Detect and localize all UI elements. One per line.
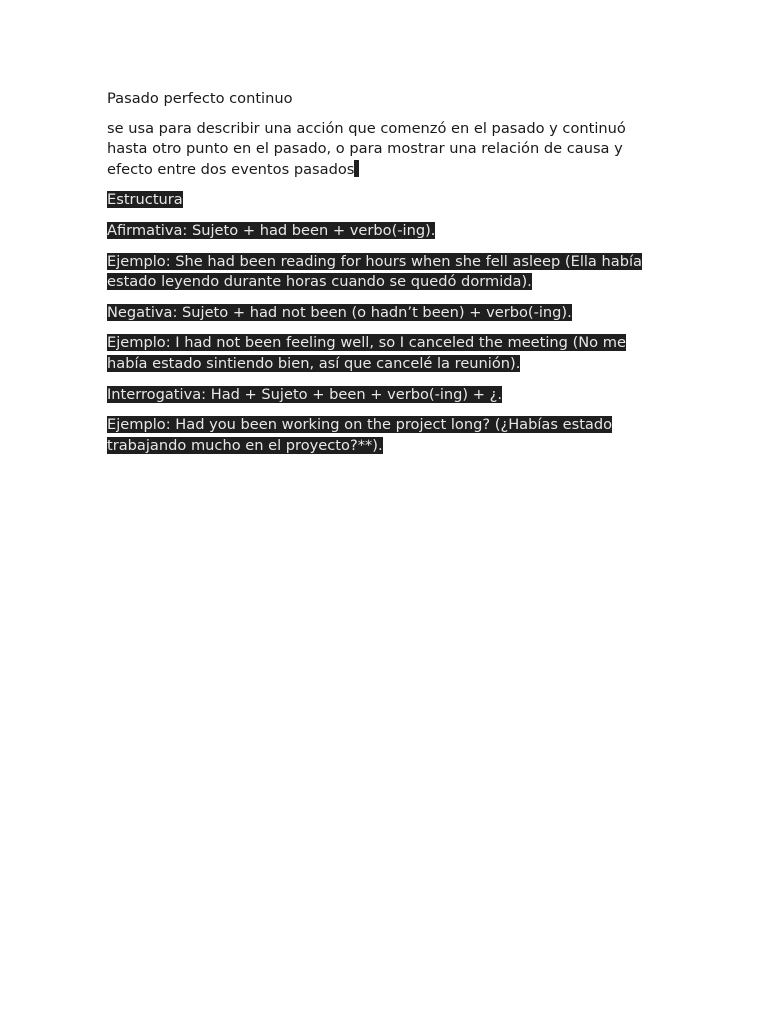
document-body [107, 89, 667, 466]
negative-rule: Negativa: Sujeto + had not been (o hadn’t been) + verbo(-ing). [107, 303, 572, 321]
affirmative-example: Ejemplo: She had been reading for hours when she fell asleep (Ella había estado leyendo durante horas cuando se quedó dormida). [107, 252, 642, 291]
text-cursor [354, 160, 359, 177]
intro-paragraph [107, 119, 667, 181]
intro-text: se usa para describir una acción que comenzó en el pasado y continuó hasta otro punto en el pasado, o para mostrar una relación de causa y efecto entre dos eventos pasados [107, 119, 626, 178]
document-title: Pasado perfecto continuo [107, 90, 293, 107]
structure-heading: Estructura [107, 191, 183, 209]
affirmative-rule: Afirmativa: Sujeto + had been + verbo(-ing). [107, 221, 436, 239]
negative-example: Ejemplo: I had not been feeling well, so I canceled the meeting (No me había estado sintiendo bien, así que cancelé la reunión). [107, 334, 626, 372]
interrogative-example: Ejemplo: Had you been working on the project long? (¿Habías estado trabajando mucho en el proyecto?**). [107, 416, 613, 454]
interrogative-rule: Interrogativa: Had + Sujeto + been + verbo(-ing) + ¿. [107, 385, 503, 403]
